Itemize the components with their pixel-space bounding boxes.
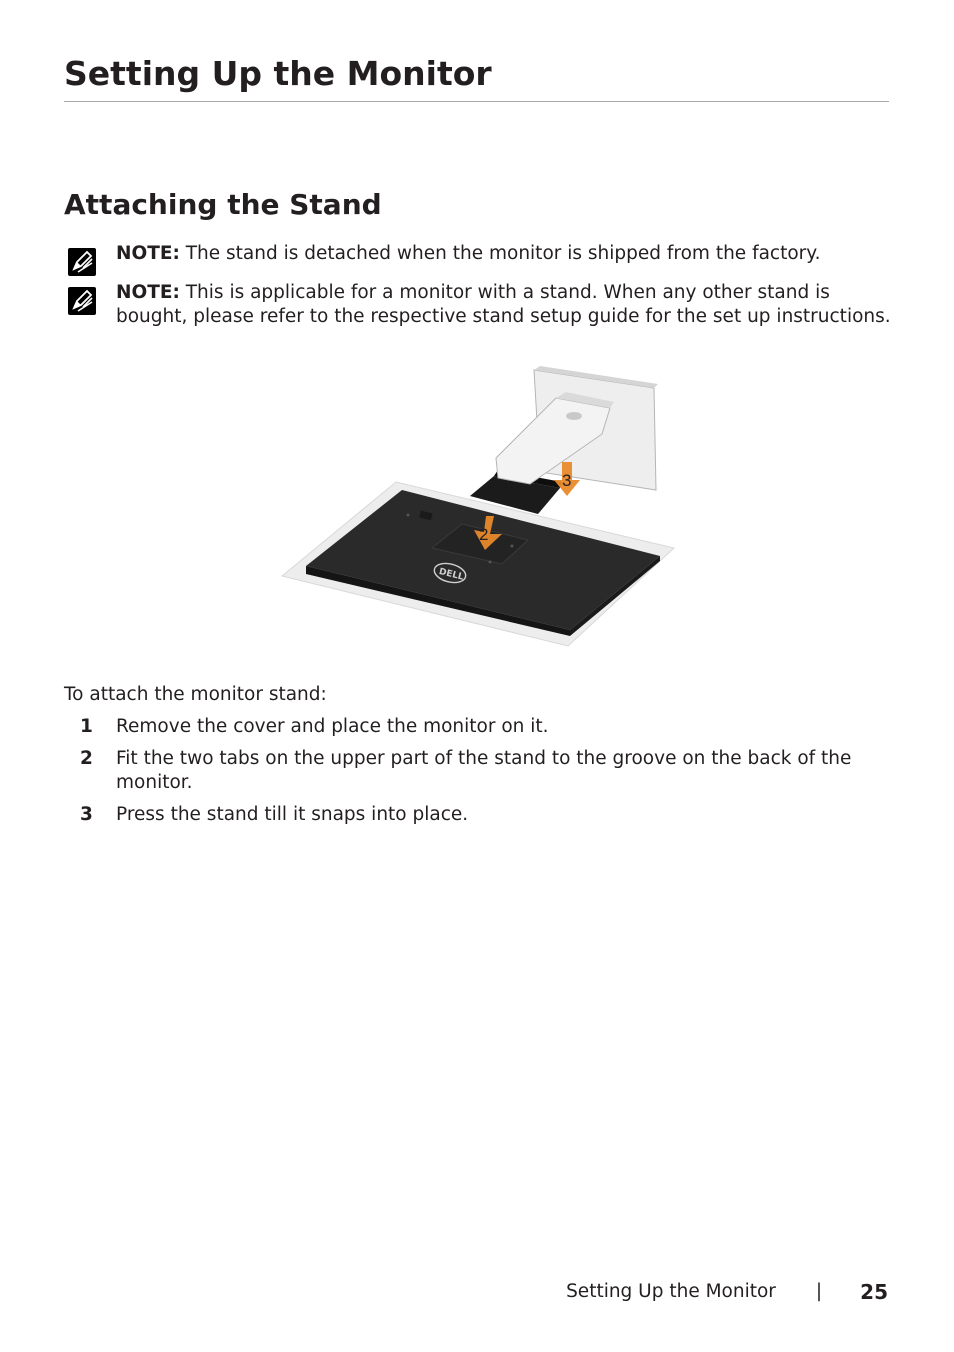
note-pencil-icon xyxy=(68,287,96,315)
note-text xyxy=(116,242,891,266)
callout-label-2: 2 xyxy=(479,525,489,544)
step-number: 1 xyxy=(80,716,93,737)
section-title: Attaching the Stand xyxy=(64,188,382,221)
note-pencil-icon xyxy=(68,248,96,276)
step-text: Press the stand till it snaps into place. xyxy=(116,804,469,825)
dell-logo-text: DELL xyxy=(437,566,465,583)
intro-text: To attach the monitor stand: xyxy=(64,684,327,705)
note-label: NOTE: xyxy=(116,282,180,303)
title-divider xyxy=(64,101,889,102)
step-item xyxy=(64,715,889,739)
step-number: 2 xyxy=(80,748,93,769)
step-item xyxy=(64,747,889,795)
stand-attachment-illustration xyxy=(280,362,680,652)
step-text: Fit the two tabs on the upper part of the stand to the groove on the back of the monitor. xyxy=(116,748,852,793)
note-text xyxy=(116,281,891,329)
callout-label-3: 3 xyxy=(562,471,572,490)
footer-section-title: Setting Up the Monitor xyxy=(566,1281,776,1302)
step-list xyxy=(64,715,889,835)
step-number: 3 xyxy=(80,804,93,825)
footer-separator: | xyxy=(815,1281,823,1302)
step-item xyxy=(64,803,889,827)
page-number: 25 xyxy=(860,1280,888,1304)
note-label: NOTE: xyxy=(116,243,180,264)
note-body: The stand is detached when the monitor is shipped from the factory. xyxy=(179,243,821,264)
page-footer xyxy=(566,1280,888,1304)
step-text: Remove the cover and place the monitor on it. xyxy=(116,716,549,737)
page-title: Setting Up the Monitor xyxy=(64,54,492,93)
note-body: This is applicable for a monitor with a stand. When any other stand is bought, please refer to the respective stand setup guide for the set up instructions. xyxy=(116,282,891,327)
